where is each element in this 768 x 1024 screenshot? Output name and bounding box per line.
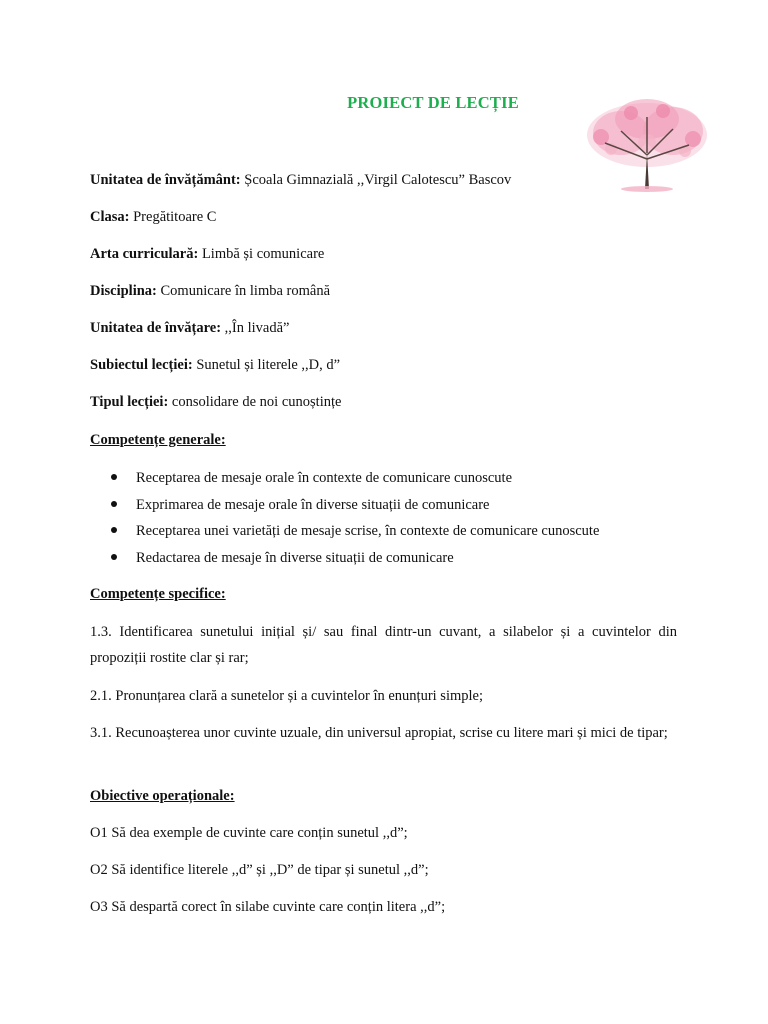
field-unitatea-invatamant xyxy=(90,172,511,189)
list-item-text: Receptarea de mesaje orale în contexte de comunicare cunoscute xyxy=(136,470,513,486)
bullet-icon xyxy=(111,554,117,560)
list-item-text: Redactarea de mesaje în diverse situații de comunicare xyxy=(136,549,454,566)
competenta-specifica-2-1: 2.1. Pronunțarea clară a sunetelor și a cuvintelor în enunțuri simple; xyxy=(90,688,483,704)
field-label: Tipul lecției: xyxy=(90,394,169,410)
list-item xyxy=(90,466,599,493)
field-unitatea-invatare xyxy=(90,320,289,337)
list-item xyxy=(90,519,599,546)
competente-generale-list xyxy=(90,466,599,572)
obiectiv-o2: O2 Să identifice literele ,,d” și ,,D” de tipar și sunetul ,,d”; xyxy=(90,862,429,878)
obiective-operationale-heading: Obiective operaționale: xyxy=(90,788,235,804)
competenta-specifica-3-1: 3.1. Recunoașterea unor cuvinte uzuale, din universul apropiat, scrise cu litere mari și mici de tipar; xyxy=(90,725,668,741)
list-item-text: Exprimarea de mesaje orale în diverse situații de comunicare xyxy=(136,496,490,513)
cherry-blossom-tree-icon xyxy=(581,93,713,193)
field-arta-curriculara xyxy=(90,246,324,263)
field-tipul-lectiei xyxy=(90,394,341,411)
bullet-icon xyxy=(111,527,117,533)
field-label: Unitatea de învățare: xyxy=(90,320,222,336)
list-item xyxy=(90,493,599,520)
field-label: Disciplina: xyxy=(90,283,157,299)
field-label: Subiectul lecției: xyxy=(90,357,193,373)
field-value: Limbă și comunicare xyxy=(198,246,325,262)
field-label: Arta curriculară: xyxy=(90,246,199,262)
bullet-icon xyxy=(111,501,117,507)
bullet-icon xyxy=(111,474,117,480)
field-clasa xyxy=(90,209,216,226)
obiectiv-o3: O3 Să despartă corect în silabe cuvinte care conțin litera ,,d”; xyxy=(90,899,446,915)
competente-generale-heading: Competențe generale: xyxy=(90,432,226,448)
competenta-specifica-1-3: 1.3. Identificarea sunetului inițial și/ sau final dintr-un cuvant, a silabelor și a cuvintelor din propoziții rostite clar și rar; xyxy=(90,624,677,666)
list-item-text: Receptarea unei varietăți de mesaje scrise, în contexte de comunicare cunoscute xyxy=(136,523,600,539)
field-value: Pregătitoare C xyxy=(129,209,217,225)
field-value: ,,În livadă” xyxy=(221,320,290,336)
page-title: PROIECT DE LECȚIE xyxy=(347,93,519,112)
competente-specifice-heading: Competențe specifice: xyxy=(90,586,226,602)
field-value: Școala Gimnazială ,,Virgil Calotescu” Bascov xyxy=(240,172,512,188)
field-disciplina xyxy=(90,283,330,300)
field-label: Clasa: xyxy=(90,209,130,225)
obiectiv-o1: O1 Să dea exemple de cuvinte care conțin sunetul ,,d”; xyxy=(90,825,408,841)
list-item xyxy=(90,546,599,573)
field-subiectul-lectiei xyxy=(90,357,340,374)
field-value: Comunicare în limba română xyxy=(156,283,331,299)
field-value: Sunetul și literele ,,D, d” xyxy=(192,357,341,373)
field-label: Unitatea de învățământ: xyxy=(90,172,241,188)
field-value: consolidare de noi cunoștințe xyxy=(168,394,342,410)
